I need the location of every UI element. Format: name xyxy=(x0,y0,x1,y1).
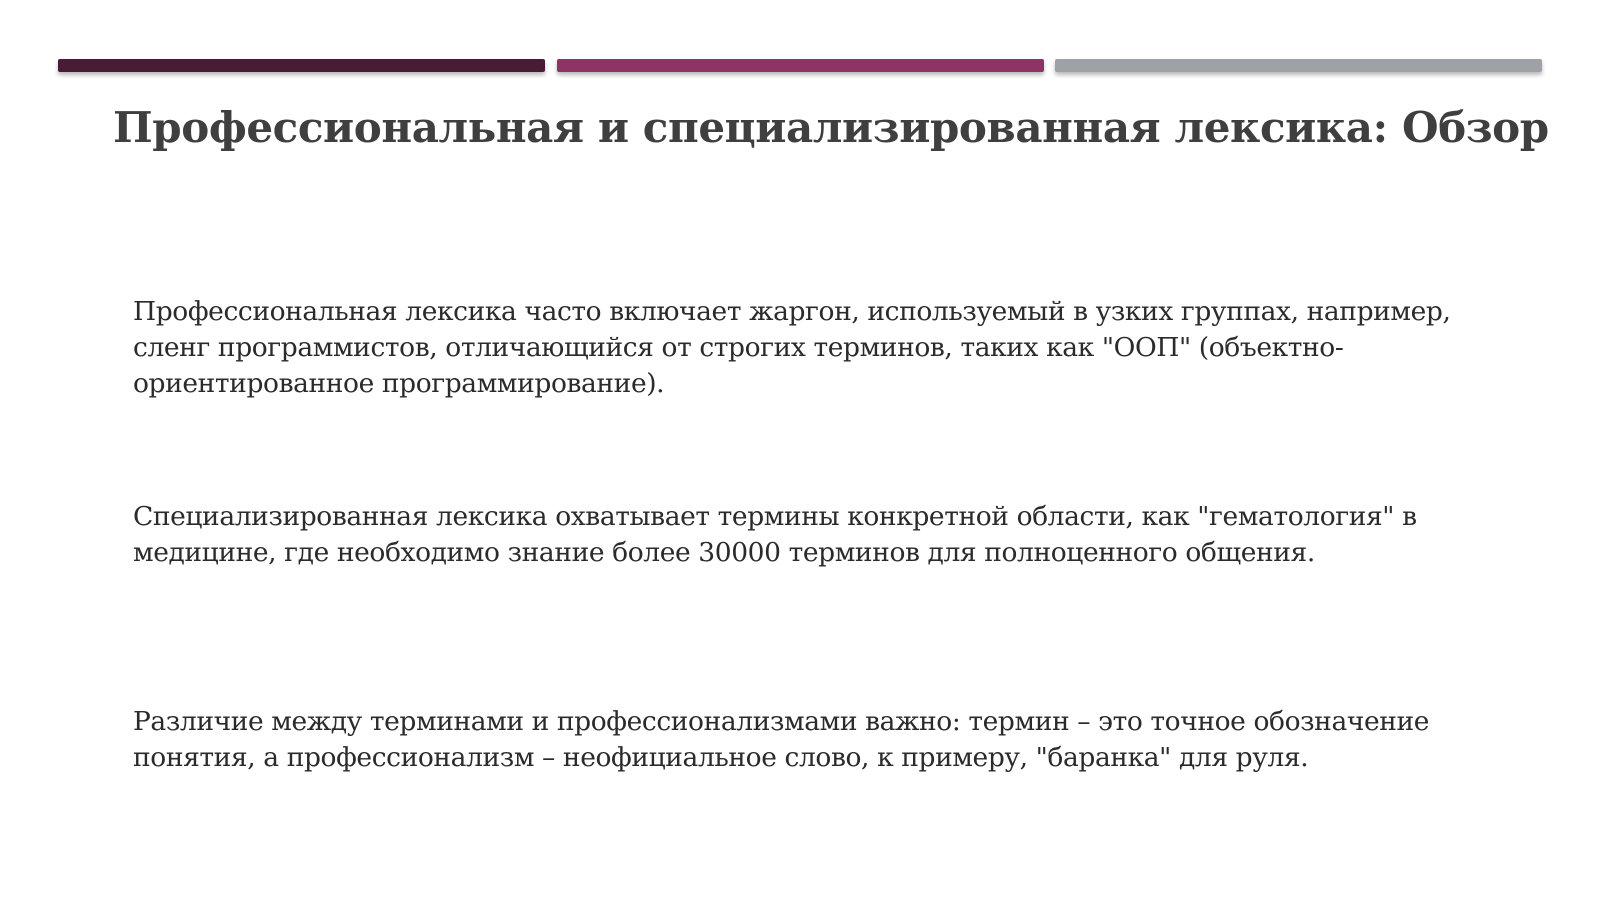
accent-bar-magenta xyxy=(557,59,1044,72)
accent-bar-dark-plum xyxy=(58,59,545,72)
paragraph-terms-vs-professionalisms: Различие между терминами и профессионализмами важно: термин – это точное обозначение понятия, а профессионализм – неофициальное слово, к примеру, "баранка" для руля. xyxy=(133,706,1430,773)
paragraph-specialized-vocabulary: Специализированная лексика охватывает термины конкретной области, как "гематология" в медицине, где необходимо знание более 30000 терминов для полноценного общения. xyxy=(133,501,1417,568)
slide-title: Профессиональная и специализированная лексика: Обзор xyxy=(113,103,1549,152)
accent-bars xyxy=(58,59,1542,72)
paragraph-professional-vocabulary: Профессиональная лексика часто включает жаргон, используемый в узких группах, например, сленг программистов, отличающийся от строгих терминов, таких как "ООП" (объектно-ориентированное программирование). xyxy=(133,296,1451,399)
accent-bar-gray xyxy=(1055,59,1542,72)
